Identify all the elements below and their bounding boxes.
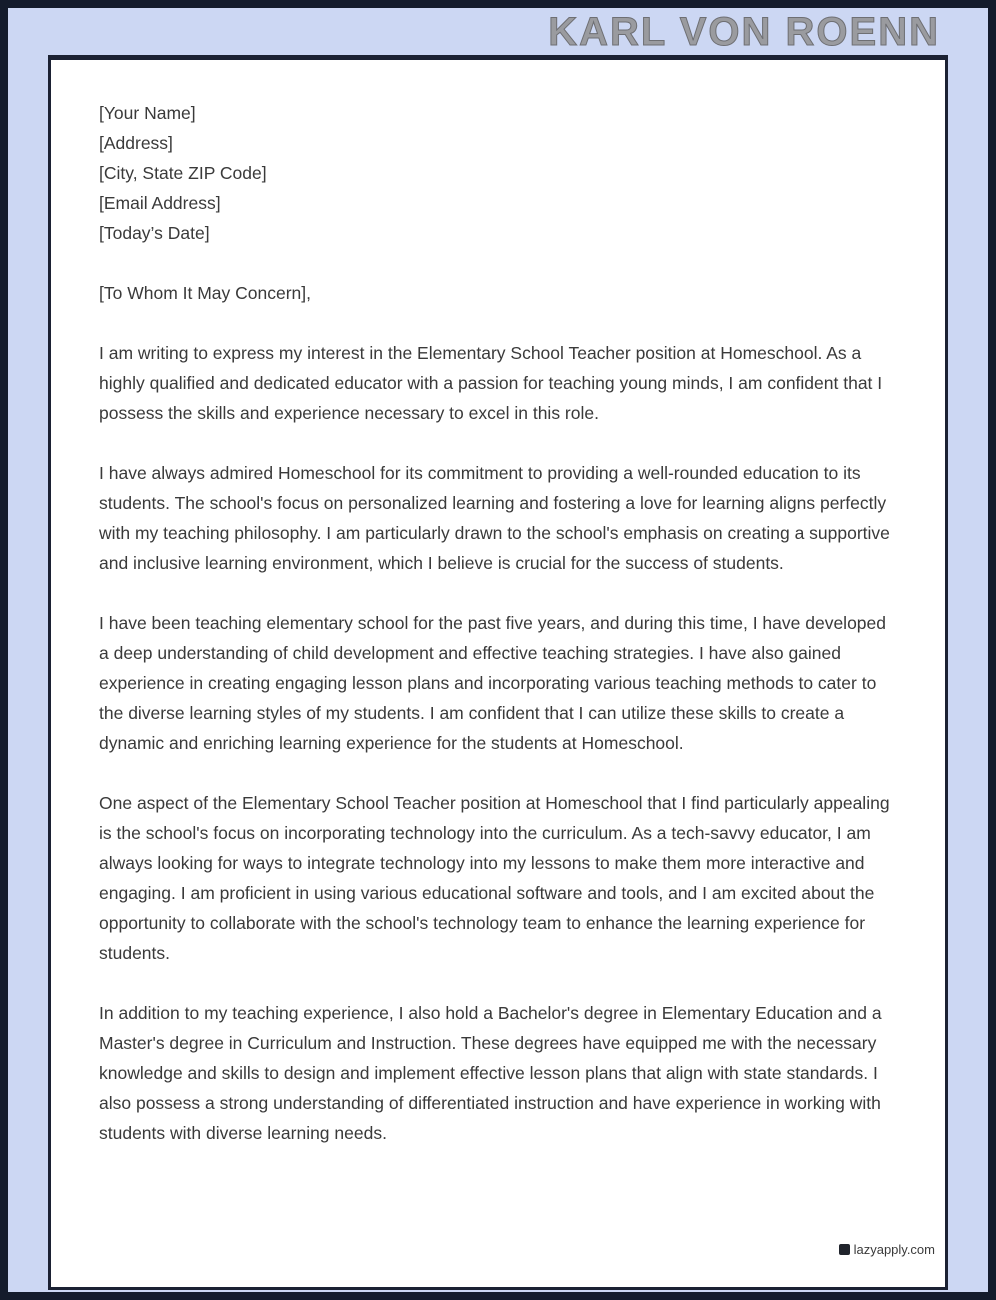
paragraph-technology: One aspect of the Elementary School Teacher position at Homeschool that I find particularly appealing is the school's focus on incorporating technology into the curriculum. As a tech-savvy educator, I am always looking for ways to integrate technology into my lessons to make them more interactive and engaging. I am proficient in using various educational software and tools, and I am excited about the opportunity to collaborate with the school's technology team to enhance the learning experience for students. [99,793,890,963]
contact-line-address: [Address] [99,133,173,153]
letter-document [48,55,948,1290]
watermark-text[interactable]: lazyapply.com [853,1242,935,1257]
contact-block [99,98,897,248]
contact-line-email: [Email Address] [99,193,221,213]
watermark[interactable] [839,1242,935,1257]
brand-title: KARL VON ROENN [548,10,940,54]
header [8,8,948,55]
paragraph-school-admiration: I have always admired Homeschool for its commitment to providing a well-rounded education to its students. The school's focus on personalized learning and fostering a love for learning aligns perfectly with my teaching philosophy. I am particularly drawn to the school's emphasis on creating a supportive and inclusive learning environment, which I believe is crucial for the success of students. [99,463,890,573]
paragraph-education: In addition to my teaching experience, I also hold a Bachelor's degree in Elementary Education and a Master's degree in Curriculum and Instruction. These degrees have equipped me with the necessary knowledge and skills to design and implement effective lesson plans that align with state standards. I also possess a strong understanding of differentiated instruction and have experience in working with students with diverse learning needs. [99,1003,882,1143]
contact-line-city-state-zip: [City, State ZIP Code] [99,163,267,183]
contact-line-name: [Your Name] [99,103,196,123]
contact-line-date: [Today’s Date] [99,223,210,243]
paragraph-intro: I am writing to express my interest in the Elementary School Teacher position at Homeschool. As a highly qualified and dedicated educator with a passion for teaching young minds, I am confident that I possess the skills and experience necessary to excel in this role. [99,343,883,423]
paragraph-experience: I have been teaching elementary school for the past five years, and during this time, I have developed a deep understanding of child development and effective teaching strategies. I have also gained experience in creating engaging lesson plans and incorporating various teaching methods to cater to the diverse learning styles of my students. I am confident that I can utilize these skills to create a dynamic and enriching learning experience for the students at Homeschool. [99,613,887,753]
lazyapply-logo-icon [839,1244,850,1255]
salutation: [To Whom It May Concern], [99,283,312,303]
